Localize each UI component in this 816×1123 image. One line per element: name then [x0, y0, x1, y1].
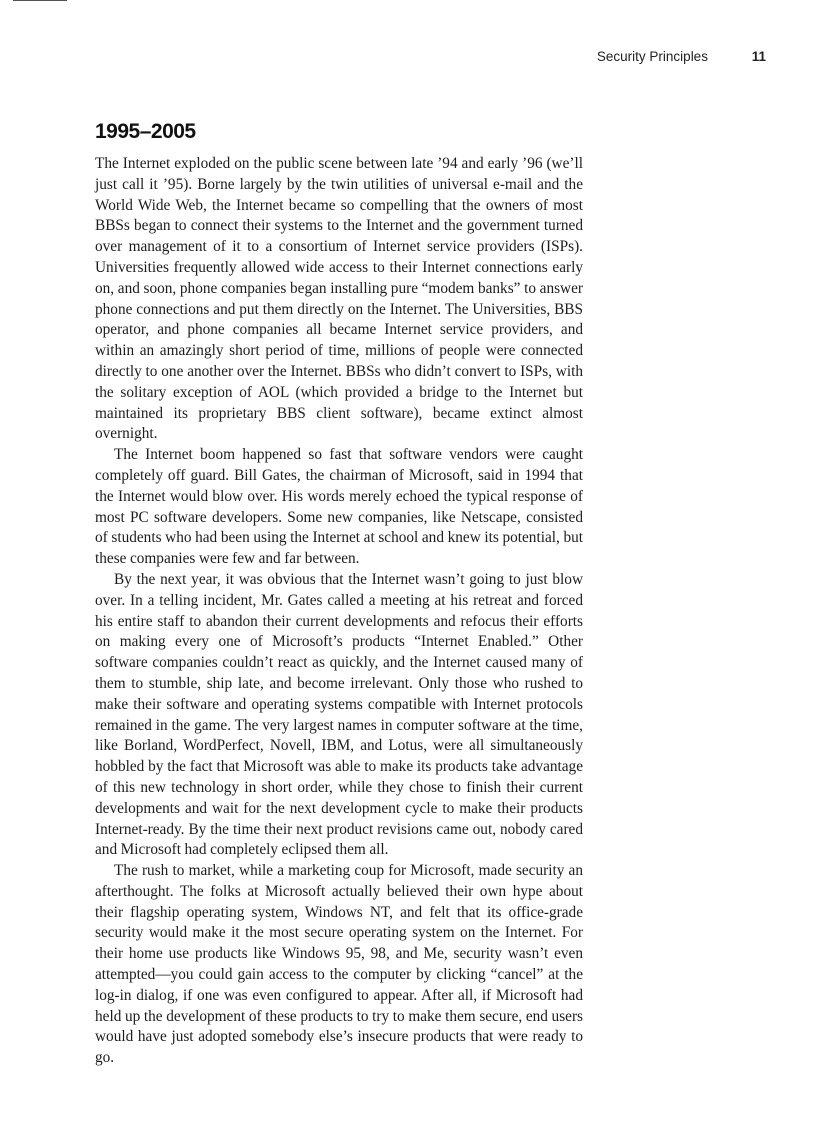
page-number: 11 [751, 49, 766, 64]
page-content [95, 120, 583, 1069]
paragraph: The rush to market, while a marketing coup for Microsoft, made security an afterthought. The folks at Microsoft actually believed their own hype about their flagship operating system, Windows NT, and felt that its office-grade security would make it the most secure operating system on the Internet. For their home use products like Windows 95, 98, and Me, security wasn’t even attempted—you could gain access to the computer by clicking “cancel” at the log-in dialog, if one was even configured to appear. After all, if Microsoft had held up the development of these products to try to make them secure, end users would have just adopted somebody else’s insecure products that were ready to go. [95, 862, 583, 1067]
running-header [597, 49, 766, 64]
body-text [95, 154, 583, 1069]
paragraph: By the next year, it was obvious that the Internet wasn’t going to just blow over. In a telling incident, Mr. Gates called a meeting at his retreat and forced his entire staff to abandon their current developments and refocus their efforts on making every one of Microsoft’s products “Internet Enabled.” Other software companies couldn’t react as quickly, and the Internet caused many of them to stumble, ship late, and become irrelevant. Only those who rushed to make their software and operating systems compatible with Internet protocols remained in the game. The very largest names in computer software at the time, like Borland, WordPerfect, Novell, IBM, and Lotus, were all simultaneously hobbled by the fact that Microsoft was able to make its products take advantage of this new technology in short order, while they chose to finish their current developments and wait for the next development cycle to make their products Internet-ready. By the time their next product revisions came out, nobody cared and Microsoft had completely eclipsed them all. [95, 570, 583, 859]
crop-mark [13, 0, 67, 1]
paragraph: The Internet boom happened so fast that software vendors were caught completely off guard. Bill Gates, the chairman of Microsoft, said in 1994 that the Internet would blow over. His words merely echoed the typical response of most PC software developers. Some new companies, like Netscape, consisted of students who had been using the Internet at school and knew its potential, but these companies were few and far between. [95, 446, 583, 568]
paragraph: The Internet exploded on the public scene between late ’94 and early ’96 (we’ll just call it ’95). Borne largely by the twin utilities of universal e-mail and the World Wide Web, the Internet became so compelling that the owners of most BBSs began to connect their systems to the Internet and the government turned over management of it to a consortium of Internet service providers (ISPs). Universities frequently allowed wide access to their Internet connections early on, and soon, phone companies began installing pure “modem banks” to answer phone connections and put them directly on the Internet. The Universities, BBS operator, and phone companies all became Internet service providers, and within an amazingly short period of time, millions of people were connected directly to one another over the Internet. BBSs who didn’t convert to ISPs, with the solitary exception of AOL (which provided a bridge to the Internet but maintained its proprietary BBS client software), became extinct almost overnight. [95, 155, 583, 443]
chapter-title: Security Principles [596, 49, 708, 64]
section-title: 1995–2005 [95, 120, 196, 143]
